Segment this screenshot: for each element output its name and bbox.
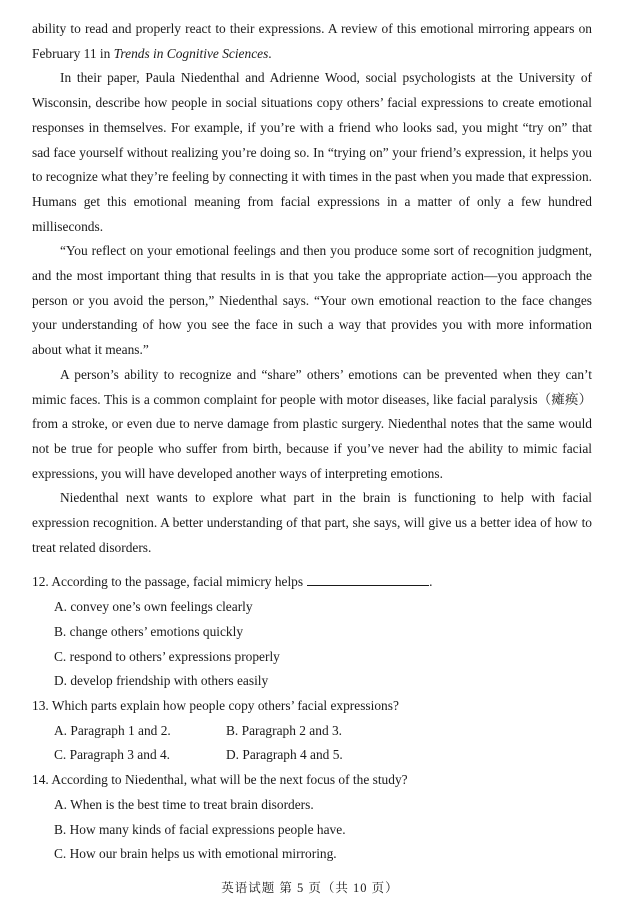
question-13-stem: 13. Which parts explain how people copy others’ facial expressions? bbox=[32, 697, 399, 713]
question-12-option-c: C. respond to others’ expressions properly bbox=[54, 648, 280, 664]
exam-page bbox=[32, 17, 592, 867]
question-13-option-a: A. Paragraph 1 and 2. bbox=[54, 722, 171, 738]
question-13-options-row-1 bbox=[32, 719, 592, 744]
question-12-option-b: B. change others’ emotions quickly bbox=[54, 623, 244, 639]
question-13-option-b: B. Paragraph 2 and 3. bbox=[226, 722, 343, 738]
question-12-option-d: D. develop friendship with others easily bbox=[54, 673, 269, 689]
passage-paragraph-3: A person’s ability to recognize and “share” others’ emotions can be prevented when they can’t mimic faces. This is a common complaint for people with motor diseases, like facial paralysis（瘫痪）from a stroke, or even due to nerve damage from plastic surgery. Niedenthal notes that the same would not be true for people who suffer from birth, because if you’ve never had the ability to mimic facial expressions, you will have developed another ways of interpreting emotions. bbox=[32, 366, 592, 481]
question-13-options-row-2 bbox=[32, 743, 592, 768]
paragraph-end: . bbox=[268, 45, 272, 61]
question-section bbox=[32, 570, 592, 866]
question-12-end: . bbox=[429, 574, 433, 590]
question-14-option-a: A. When is the best time to treat brain disorders. bbox=[54, 796, 314, 812]
question-14-option-b: B. How many kinds of facial expressions people have. bbox=[54, 821, 346, 837]
question-14-stem: 14. According to Niedenthal, what will be the next focus of the study? bbox=[32, 772, 408, 788]
passage-paragraph-1: In their paper, Paula Niedenthal and Adrienne Wood, social psychologists at the University of Wisconsin, describe how people in social situations copy others’ facial expressions to create emotional responses in themselves. For example, if you’re with a friend who looks sad, you might “try on” that sad face yourself without realizing you’re doing so. In “trying on” your friend’s expression, it helps you to recognize what they’re feeling by connecting it with times in the past when you made that expression. Humans get this emotional meaning from facial expressions in a matter of only a few hundred milliseconds. bbox=[32, 70, 593, 234]
passage-paragraph-2: “You reflect on your emotional feelings and then you produce some sort of recognition judgment, and the most important thing that results in is that you take the appropriate action—you approach the person or you avoid the person,” Niedenthal says. “Your own emotional reaction to the face changes your understanding of how you see the face in such a way that provides you with more information about what it means.” bbox=[32, 243, 592, 358]
page-footer: 英语试题 第 5 页（共 10 页） bbox=[221, 881, 399, 895]
question-13-option-d: D. Paragraph 4 and 5. bbox=[226, 747, 343, 763]
answer-blank bbox=[307, 571, 429, 586]
passage-paragraph-4: Niedenthal next wants to explore what part in the brain is functioning to help with facial expression recognition. A better understanding of that part, she says, will give us a better idea of how to treat related disorders. bbox=[32, 490, 592, 555]
question-13-option-c: C. Paragraph 3 and 4. bbox=[54, 747, 171, 763]
journal-title: Trends in Cognitive Sciences bbox=[113, 45, 269, 61]
question-14-option-c: C. How our brain helps us with emotional mirroring. bbox=[54, 846, 337, 862]
question-12-text: 12. According to the passage, facial mimicry helps bbox=[32, 574, 304, 590]
passage-paragraph-0 bbox=[32, 17, 592, 66]
paragraph-text: ability to read and properly react to their expressions. A review of this emotional mirroring appears on February 11 in bbox=[32, 21, 592, 61]
question-12-stem bbox=[32, 570, 592, 595]
question-12-option-a: A. convey one’s own feelings clearly bbox=[54, 599, 253, 615]
